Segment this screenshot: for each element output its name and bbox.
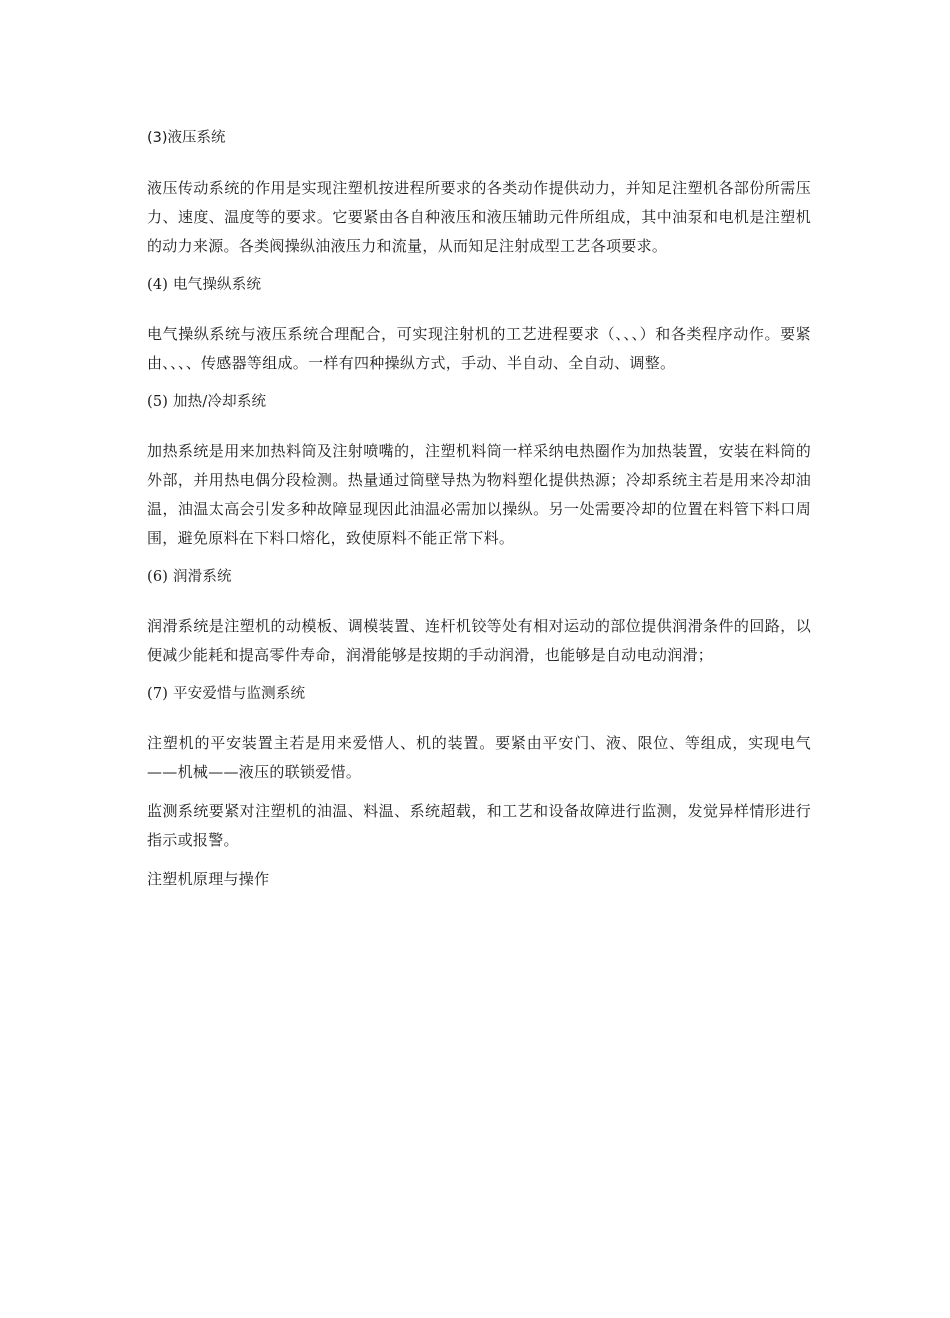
paragraph-safety: 注塑机的平安装置主若是用来爱惜人、机的装置。要紧由平安门、液、限位、等组成，实现电气——机械——液压的联锁爱惜。 bbox=[147, 734, 811, 781]
paragraph-heating-cooling: 加热系统是用来加热料筒及注射喷嘴的，注塑机料筒一样采纳电热圈作为加热装置，安装在料筒的外部，并用热电偶分段检测。热量通过筒壁导热为物料塑化提供热源；冷却系统主若是用来冷却油温，油温太高会引发多种故障显现因此油温必需加以操纵。另一处需要冷却的位置在料管下料口周围，避免原料在下料口熔化，致使原料不能正常下料。 bbox=[147, 442, 811, 547]
section-heading-electrical: (4) 电气操纵系统 bbox=[147, 277, 262, 293]
paragraph-hydraulic: 液压传动系统的作用是实现注塑机按进程所要求的各类动作提供动力，并知足注塑机各部份所需压力、速度、温度等的要求。它要紧由各自种液压和液压辅助元件所组成，其中油泵和电机是注塑机的动力来源。各类阀操纵油液压力和流量，从而知足注射成型工艺各项要求。 bbox=[147, 179, 811, 255]
section-heading-hydraulic: (3)液压系统 bbox=[147, 130, 226, 146]
section-heading-heating-cooling: (5) 加热/冷却系统 bbox=[147, 394, 267, 410]
document-body bbox=[147, 124, 811, 904]
section-heading-safety-monitoring: (7) 平安爱惜与监测系统 bbox=[147, 686, 306, 702]
footer-title: 注塑机原理与操作 bbox=[147, 870, 270, 888]
paragraph-monitoring: 监测系统要紧对注塑机的油温、料温、系统超载，和工艺和设备故障进行监测，发觉异样情形进行指示或报警。 bbox=[147, 802, 811, 849]
section-heading-lubrication: (6) 润滑系统 bbox=[147, 569, 232, 585]
paragraph-lubrication: 润滑系统是注塑机的动模板、调模装置、连杆机铰等处有相对运动的部位提供润滑条件的回路，以便减少能耗和提高零件寿命，润滑能够是按期的手动润滑，也能够是自动电动润滑； bbox=[147, 617, 811, 664]
paragraph-electrical: 电气操纵系统与液压系统合理配合，可实现注射机的工艺进程要求（、、、）和各类程序动作。要紧由、、、、传感器等组成。一样有四种操纵方式，手动、半自动、全自动、调整。 bbox=[147, 325, 811, 372]
